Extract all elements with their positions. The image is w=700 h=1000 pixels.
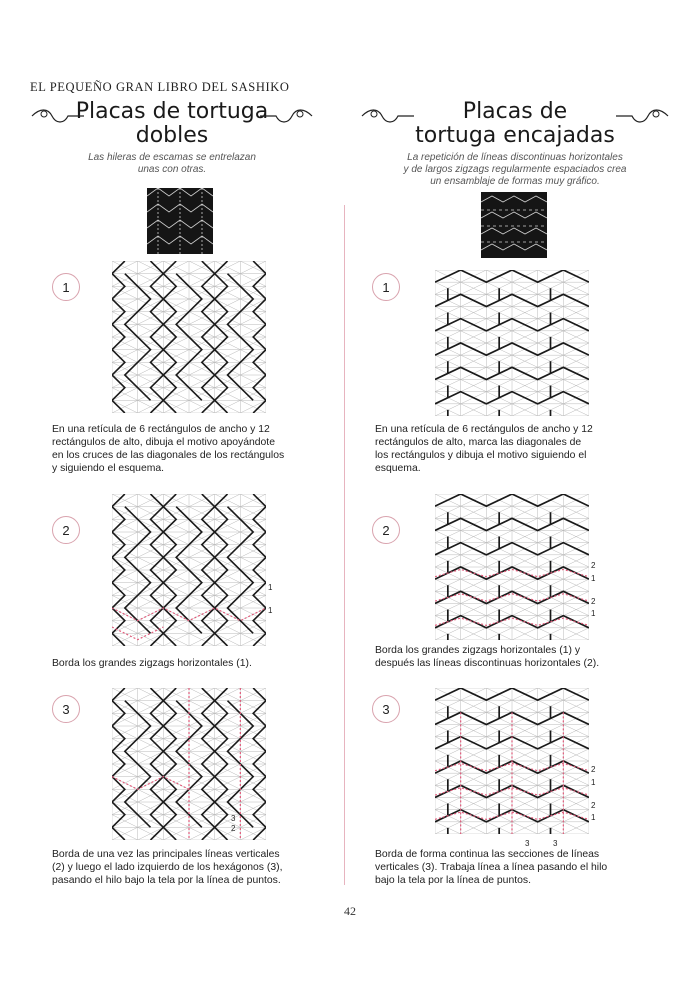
right-step-3-diagram (435, 688, 589, 834)
left-step-2-label: 1 (268, 583, 273, 592)
left-column (22, 100, 322, 176)
right-step-3-label: 3 (525, 839, 530, 848)
column-divider (344, 205, 345, 885)
right-step-3-label: 2 (591, 765, 596, 774)
right-subtitle: La repetición de líneas discontinuas horizontales y de largos zigzags regularmente espaciados crea un ensamblaje de formas muy gráfico. (403, 152, 627, 187)
right-step-2-text: Borda los grandes zigzags horizontales (1) y después las líneas discontinuas horizontales (2). (375, 645, 600, 669)
page-number: 42 (344, 904, 356, 918)
right-step-3-number: 3 (372, 695, 400, 723)
left-step-1-text: En una retícula de 6 rectángulos de ancho y 12 rectángulos de alto, dibuja el motivo apoyándote en los cruces de las diagonales de los rectángulos y siguiendo el esquema. (52, 424, 285, 474)
left-title-block (22, 100, 322, 176)
left-swatch (147, 188, 213, 254)
left-step-3-text: Borda de una vez las principales líneas verticales (2) y luego el lado izquierdo de los hexágonos (3), pasando el hilo bajo la tela por la línea de puntos. (52, 849, 283, 886)
right-step-2-label: 2 (591, 597, 596, 606)
right-step-3-label: 1 (591, 813, 596, 822)
left-step-3-diagram (112, 688, 266, 840)
right-title: Placas de tortuga encajadas (415, 99, 615, 148)
left-step-1-number: 1 (52, 273, 80, 301)
right-step-3-label: 3 (553, 839, 558, 848)
right-step-1-number: 1 (372, 273, 400, 301)
right-column (360, 100, 670, 188)
left-step-3-label: 2 (231, 824, 236, 833)
left-flourish-right-icon (258, 106, 314, 126)
left-title: Placas de tortuga dobles (75, 99, 269, 148)
left-step-3-label: 3 (231, 814, 236, 823)
left-step-2-diagram (112, 494, 266, 646)
right-title-block (360, 100, 670, 188)
right-step-2-label: 1 (591, 609, 596, 618)
right-step-3-label: 2 (591, 801, 596, 810)
left-step-2-label: 1 (268, 606, 273, 615)
left-step-2-number: 2 (52, 516, 80, 544)
left-step-1-diagram (112, 261, 266, 413)
right-step-1-diagram (435, 270, 589, 416)
running-head: EL PEQUEÑO GRAN LIBRO DEL SASHIKO (30, 80, 290, 94)
right-flourish-icon (360, 106, 416, 126)
right-step-2-label: 2 (591, 561, 596, 570)
left-flourish-icon (30, 106, 86, 126)
right-step-2-diagram (435, 494, 589, 640)
right-step-3-label: 1 (591, 778, 596, 787)
right-step-3-text: Borda de forma continua las secciones de líneas verticales (3). Trabaja línea a línea pasando el hilo bajo la tela por la línea de puntos. (375, 849, 608, 886)
left-subtitle: Las hileras de escamas se entrelazan unas con otras. (88, 152, 256, 175)
right-step-2-number: 2 (372, 516, 400, 544)
right-swatch (481, 192, 547, 258)
right-flourish-right-icon (614, 106, 670, 126)
right-step-1-text: En una retícula de 6 rectángulos de ancho y 12 rectángulos de alto, marca las diagonales de los rectángulos y dibuja el motivo siguiendo el esquema. (375, 424, 593, 474)
left-step-3-number: 3 (52, 695, 80, 723)
right-step-2-label: 1 (591, 574, 596, 583)
left-step-2-text: Borda los grandes zigzags horizontales (1). (52, 658, 252, 669)
